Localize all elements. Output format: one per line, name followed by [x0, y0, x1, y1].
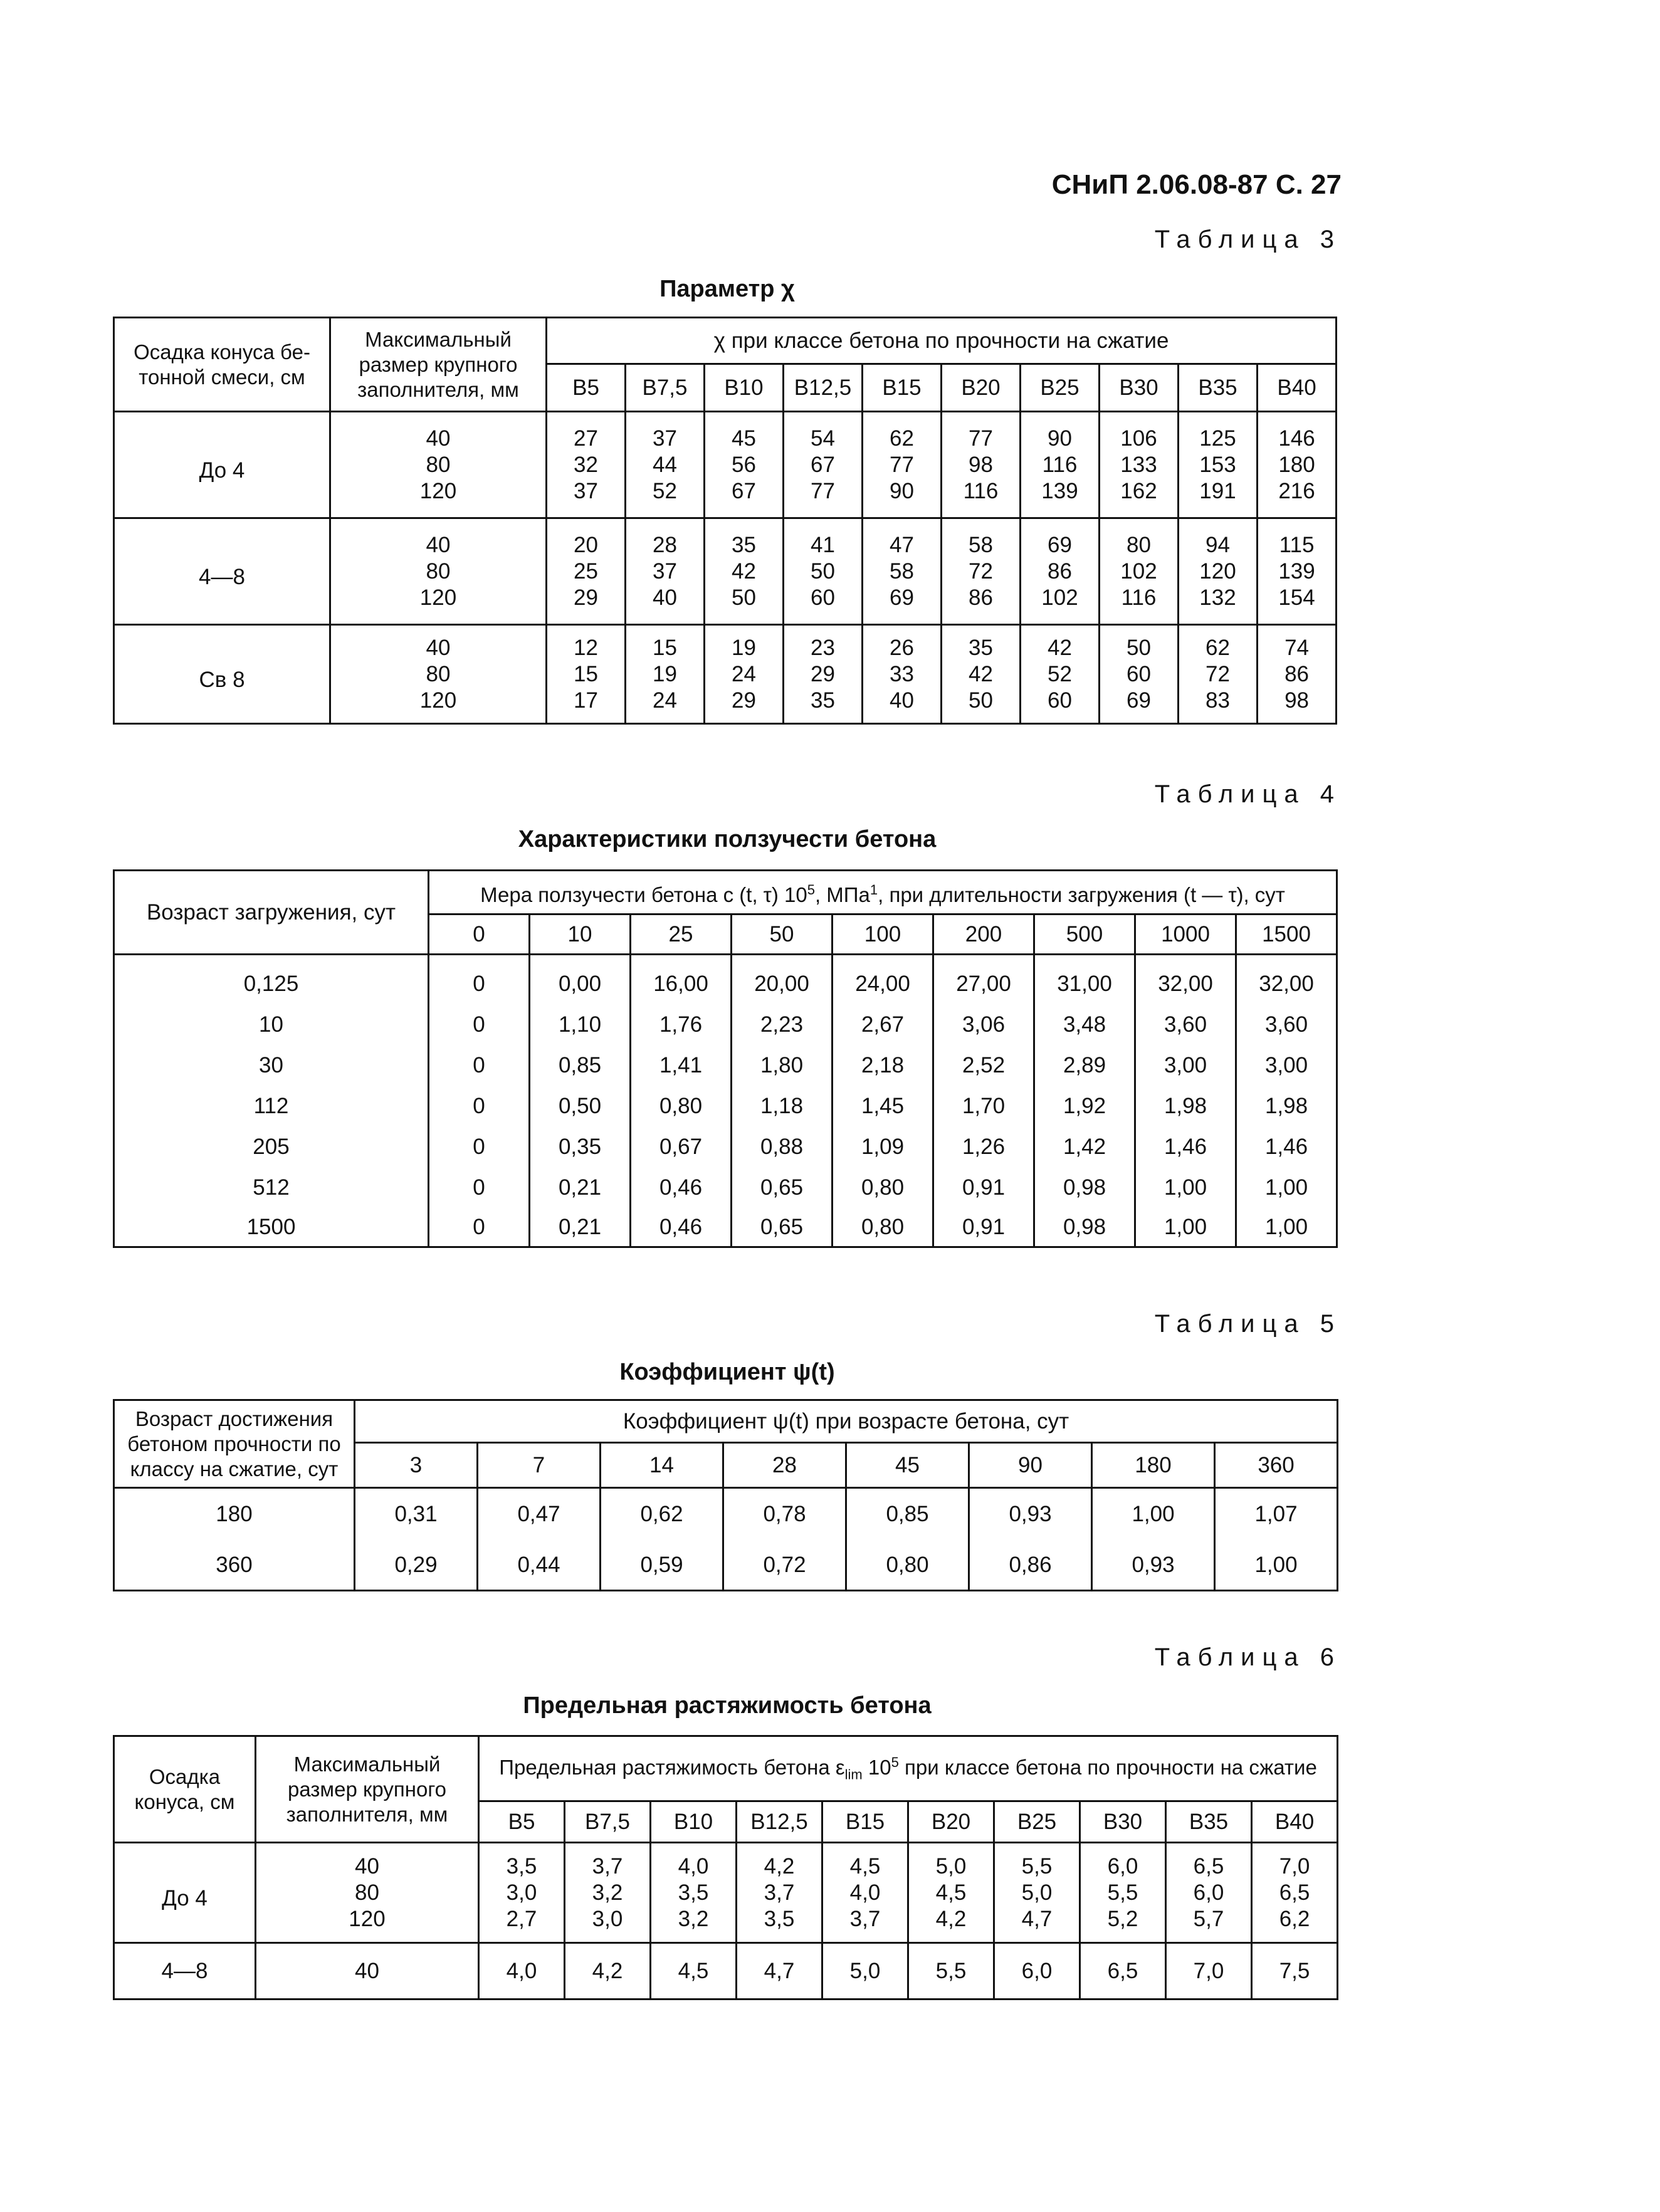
table5-cell: 0,44	[478, 1541, 601, 1591]
table4-age: 1500	[114, 1208, 429, 1247]
table3-col2-header: Максимальный размер крупного заполнителя, мм	[330, 318, 547, 412]
table4-duration: 50	[732, 915, 833, 955]
table4-duration: 10	[530, 915, 631, 955]
table6-sizes: 40	[256, 1943, 479, 2000]
table5-group-header: Коэффициент ψ(t) при возрасте бетона, сут	[355, 1400, 1338, 1443]
table3-sizes: 40 80 120	[330, 518, 547, 625]
table3-cell: 26 33 40	[863, 625, 942, 724]
table6-class: B7,5	[565, 1801, 651, 1843]
table4-title: Характеристики ползучести бетона	[518, 826, 937, 852]
table6-cell: 4,7	[737, 1943, 822, 2000]
table4-cell: 3,00	[1236, 1046, 1337, 1086]
table4-age: 30	[114, 1046, 429, 1086]
table6-class: B5	[479, 1801, 565, 1843]
table5-cell: 0,59	[601, 1541, 723, 1591]
table6-cell: 4,2	[565, 1943, 651, 2000]
table3-class: B30	[1100, 364, 1179, 412]
table5-age: 90	[969, 1443, 1092, 1488]
table4-cell: 0,88	[732, 1127, 833, 1168]
table4-cell: 0,98	[1034, 1168, 1135, 1208]
table4-cell: 0,91	[933, 1208, 1034, 1247]
table5-cell: 0,93	[969, 1488, 1092, 1541]
table3-cell: 28 37 40	[626, 518, 705, 625]
table6-col1-header: Осадка конуса, см	[114, 1736, 256, 1843]
table4-cell: 27,00	[933, 955, 1034, 1005]
table3-cell: 35 42 50	[705, 518, 784, 625]
table6-class: B30	[1080, 1801, 1166, 1843]
table4-cell: 0,00	[530, 955, 631, 1005]
table5-cell: 0,31	[355, 1488, 478, 1541]
table3-class: B10	[705, 364, 784, 412]
table4-cell: 1,00	[1135, 1168, 1236, 1208]
table5-cell: 1,00	[1215, 1541, 1338, 1591]
table4-cell: 1,92	[1034, 1086, 1135, 1127]
table4-group-header-sup2: 1	[869, 881, 878, 898]
table4-cell: 0	[429, 1127, 530, 1168]
table5-cell: 0,86	[969, 1541, 1092, 1591]
table6-cell: 4,5	[651, 1943, 737, 2000]
table6-cell: 6,5 6,0 5,7	[1166, 1843, 1252, 1943]
table3-sizes: 40 80 120	[330, 625, 547, 724]
table4-cell: 0,80	[833, 1208, 933, 1247]
table4-group-header-b: , МПа	[814, 883, 870, 906]
table-row	[114, 1168, 1337, 1208]
table3	[113, 317, 1337, 725]
table5-cell: 0,72	[723, 1541, 846, 1591]
table5-row-age: 360	[114, 1541, 355, 1591]
table3-slump: 4—8	[114, 518, 330, 625]
table6-cell: 3,5 3,0 2,7	[479, 1843, 565, 1943]
table5-cell: 0,62	[601, 1488, 723, 1541]
table-row	[114, 1127, 1337, 1168]
table4-age: 112	[114, 1086, 429, 1127]
table4-cell: 32,00	[1135, 955, 1236, 1005]
table6-slump: До 4	[114, 1843, 256, 1943]
table6-slump: 4—8	[114, 1943, 256, 2000]
table6-cell: 6,0 5,5 5,2	[1080, 1843, 1166, 1943]
table5-age: 14	[601, 1443, 723, 1488]
table4-group-header-sup1: 5	[807, 881, 815, 898]
table6-cell: 4,5 4,0 3,7	[822, 1843, 908, 1943]
table4-cell: 2,67	[833, 1005, 933, 1046]
table6-sizes: 40 80 120	[256, 1843, 479, 1943]
table4-cell: 0	[429, 1168, 530, 1208]
table4-age: 512	[114, 1168, 429, 1208]
table5-age: 7	[478, 1443, 601, 1488]
table-row	[114, 1843, 1338, 1943]
table3-cell: 47 58 69	[863, 518, 942, 625]
table4-duration: 1000	[1135, 915, 1236, 955]
table6-cell: 5,5	[908, 1943, 994, 2000]
table4-cell: 0,46	[631, 1168, 732, 1208]
table6-cell: 5,0	[822, 1943, 908, 2000]
table3-cell: 12 15 17	[547, 625, 626, 724]
table3-cell: 35 42 50	[942, 625, 1021, 724]
table4-cell: 32,00	[1236, 955, 1337, 1005]
table3-cell: 50 60 69	[1100, 625, 1179, 724]
table4-cell: 0,98	[1034, 1208, 1135, 1247]
table3-class: B5	[547, 364, 626, 412]
table3-cell: 37 44 52	[626, 412, 705, 518]
table4-cell: 1,18	[732, 1086, 833, 1127]
table4-duration: 500	[1034, 915, 1135, 955]
table4-cell: 0,50	[530, 1086, 631, 1127]
table4-cell: 1,00	[1135, 1208, 1236, 1247]
table3-cell: 80 102 116	[1100, 518, 1179, 625]
table3-cell: 27 32 37	[547, 412, 626, 518]
table4-duration: 25	[631, 915, 732, 955]
table4-cell: 0	[429, 955, 530, 1005]
table3-cell: 23 29 35	[784, 625, 863, 724]
table3-cell: 62 72 83	[1179, 625, 1258, 724]
table3-class: B25	[1021, 364, 1100, 412]
table4-cell: 0,80	[833, 1168, 933, 1208]
table3-class: B7,5	[626, 364, 705, 412]
table3-slump: До 4	[114, 412, 330, 518]
table3-sizes: 40 80 120	[330, 412, 547, 518]
table5	[113, 1399, 1338, 1591]
table6-cell: 6,0	[994, 1943, 1080, 2000]
table4-duration: 100	[833, 915, 933, 955]
table4-cell: 1,45	[833, 1086, 933, 1127]
table3-cell: 94 120 132	[1179, 518, 1258, 625]
table4-cell: 3,00	[1135, 1046, 1236, 1086]
table4-cell: 0,80	[631, 1086, 732, 1127]
table-row	[114, 412, 1337, 518]
table4-cell: 2,23	[732, 1005, 833, 1046]
table3-col1-header: Осадка конуса бе- тонной смеси, см	[114, 318, 330, 412]
table5-age: 360	[1215, 1443, 1338, 1488]
table6-group-header-b: 10	[862, 1755, 891, 1779]
table6-class: B12,5	[737, 1801, 822, 1843]
table6-group-header	[479, 1736, 1338, 1801]
table-row	[114, 1488, 1338, 1541]
table3-cell: 41 50 60	[784, 518, 863, 625]
table4-cell: 31,00	[1034, 955, 1135, 1005]
table5-col1-header: Возраст достижения бетоном прочности по классу на сжатие, сут	[114, 1400, 355, 1488]
table4-group-header-c: , при длительности загружения (t — τ), сут	[878, 883, 1285, 906]
table4-cell: 1,41	[631, 1046, 732, 1086]
table4-cell: 3,60	[1135, 1005, 1236, 1046]
table3-cell: 15 19 24	[626, 625, 705, 724]
table3-cell: 146 180 216	[1258, 412, 1337, 518]
table3-class: B12,5	[784, 364, 863, 412]
table3-cell: 125 153 191	[1179, 412, 1258, 518]
table4-cell: 0	[429, 1046, 530, 1086]
table3-group-header: χ при классе бетона по прочности на сжатие	[547, 318, 1337, 364]
table3-class: B20	[942, 364, 1021, 412]
table4-cell: 1,46	[1236, 1127, 1337, 1168]
table-row	[114, 1943, 1338, 2000]
table5-age: 180	[1092, 1443, 1215, 1488]
table4-age: 205	[114, 1127, 429, 1168]
table3-label: Таблица 3	[1154, 226, 1342, 253]
table4-duration: 1500	[1236, 915, 1337, 955]
table4-col1-header: Возраст загружения, сут	[114, 871, 429, 955]
table4-cell: 0,35	[530, 1127, 631, 1168]
table4-group-header-a: Мера ползучести бетона c (t, τ) 10	[480, 883, 807, 906]
table3-class: B15	[863, 364, 942, 412]
table4-cell: 2,89	[1034, 1046, 1135, 1086]
table4-cell: 0,21	[530, 1208, 631, 1247]
table3-title: Параметр χ	[659, 276, 795, 302]
table5-cell: 0,47	[478, 1488, 601, 1541]
table6	[113, 1735, 1338, 2000]
table6-group-header-sup: 5	[891, 1754, 899, 1770]
table4-group-header	[429, 871, 1337, 915]
table3-class: B35	[1179, 364, 1258, 412]
table-row	[114, 1086, 1337, 1127]
table5-age: 3	[355, 1443, 478, 1488]
table4-cell: 0	[429, 1086, 530, 1127]
table6-group-header-sub: lim	[844, 1766, 863, 1783]
table-row	[114, 1046, 1337, 1086]
table4-cell: 3,06	[933, 1005, 1034, 1046]
table6-cell: 7,5	[1252, 1943, 1338, 2000]
table4-cell: 1,98	[1135, 1086, 1236, 1127]
table5-age: 28	[723, 1443, 846, 1488]
table6-cell: 6,5	[1080, 1943, 1166, 2000]
table4-cell: 1,00	[1236, 1168, 1337, 1208]
table6-class: B40	[1252, 1801, 1338, 1843]
table3-cell: 54 67 77	[784, 412, 863, 518]
table6-class: B20	[908, 1801, 994, 1843]
table-row	[114, 1541, 1338, 1591]
page-header: СНиП 2.06.08-87 С. 27	[1051, 169, 1342, 200]
table4-cell: 1,10	[530, 1005, 631, 1046]
table6-class: B15	[822, 1801, 908, 1843]
table3-cell: 20 25 29	[547, 518, 626, 625]
table-row	[114, 1208, 1337, 1247]
table4-age: 10	[114, 1005, 429, 1046]
table6-cell: 5,0 4,5 4,2	[908, 1843, 994, 1943]
table4	[113, 869, 1338, 1248]
table4-cell: 16,00	[631, 955, 732, 1005]
table5-cell: 0,80	[846, 1541, 969, 1591]
table4-cell: 2,52	[933, 1046, 1034, 1086]
table5-cell: 0,78	[723, 1488, 846, 1541]
table5-cell: 1,00	[1092, 1488, 1215, 1541]
table4-cell: 1,09	[833, 1127, 933, 1168]
table4-cell: 3,48	[1034, 1005, 1135, 1046]
table4-cell: 1,98	[1236, 1086, 1337, 1127]
table6-group-header-a: Предельная растяжимость бетона ε	[499, 1755, 845, 1779]
table4-cell: 0	[429, 1005, 530, 1046]
table4-cell: 1,76	[631, 1005, 732, 1046]
table3-cell: 58 72 86	[942, 518, 1021, 625]
table4-cell: 1,80	[732, 1046, 833, 1086]
table5-label: Таблица 5	[1154, 1310, 1342, 1338]
table6-class: B10	[651, 1801, 737, 1843]
table4-cell: 2,18	[833, 1046, 933, 1086]
table-row	[114, 1005, 1337, 1046]
table6-class: B35	[1166, 1801, 1252, 1843]
table5-row-age: 180	[114, 1488, 355, 1541]
table3-class: B40	[1258, 364, 1337, 412]
table4-label: Таблица 4	[1154, 780, 1342, 808]
table4-cell: 1,00	[1236, 1208, 1337, 1247]
table4-cell: 3,60	[1236, 1005, 1337, 1046]
table4-cell: 1,26	[933, 1127, 1034, 1168]
table6-cell: 7,0	[1166, 1943, 1252, 2000]
table4-cell: 0,67	[631, 1127, 732, 1168]
table6-cell: 4,2 3,7 3,5	[737, 1843, 822, 1943]
table3-cell: 19 24 29	[705, 625, 784, 724]
table4-cell: 0,46	[631, 1208, 732, 1247]
table6-cell: 4,0 3,5 3,2	[651, 1843, 737, 1943]
table5-age: 45	[846, 1443, 969, 1488]
table3-cell: 74 86 98	[1258, 625, 1337, 724]
table5-cell: 0,85	[846, 1488, 969, 1541]
table3-cell: 69 86 102	[1021, 518, 1100, 625]
table3-cell: 90 116 139	[1021, 412, 1100, 518]
table6-cell: 4,0	[479, 1943, 565, 2000]
table6-class: B25	[994, 1801, 1080, 1843]
table3-cell: 77 98 116	[942, 412, 1021, 518]
table4-cell: 1,42	[1034, 1127, 1135, 1168]
table4-cell: 0,65	[732, 1208, 833, 1247]
table-row	[114, 625, 1337, 724]
table4-duration: 0	[429, 915, 530, 955]
table-row	[114, 518, 1337, 625]
table6-title: Предельная растяжимость бетона	[523, 1692, 932, 1719]
table4-cell: 0,21	[530, 1168, 631, 1208]
table5-title: Коэффициент ψ(t)	[619, 1359, 835, 1385]
table4-duration: 200	[933, 915, 1034, 955]
table4-cell: 0	[429, 1208, 530, 1247]
table4-cell: 0,91	[933, 1168, 1034, 1208]
table4-cell: 0,85	[530, 1046, 631, 1086]
table6-col2-header: Максимальный размер крупного заполнителя, мм	[256, 1736, 479, 1843]
table3-cell: 115 139 154	[1258, 518, 1337, 625]
table4-age: 0,125	[114, 955, 429, 1005]
table-row	[114, 955, 1337, 1005]
table5-cell: 0,93	[1092, 1541, 1215, 1591]
table3-cell: 42 52 60	[1021, 625, 1100, 724]
table6-cell: 5,5 5,0 4,7	[994, 1843, 1080, 1943]
table4-cell: 24,00	[833, 955, 933, 1005]
table4-cell: 0,65	[732, 1168, 833, 1208]
table6-group-header-c: при классе бетона по прочности на сжатие	[898, 1755, 1317, 1779]
table5-cell: 0,29	[355, 1541, 478, 1591]
table4-cell: 1,70	[933, 1086, 1034, 1127]
table3-cell: 106 133 162	[1100, 412, 1179, 518]
table5-cell: 1,07	[1215, 1488, 1338, 1541]
table6-cell: 3,7 3,2 3,0	[565, 1843, 651, 1943]
table3-slump: Св 8	[114, 625, 330, 724]
table6-cell: 7,0 6,5 6,2	[1252, 1843, 1338, 1943]
table4-cell: 1,46	[1135, 1127, 1236, 1168]
table3-cell: 62 77 90	[863, 412, 942, 518]
table6-label: Таблица 6	[1154, 1643, 1342, 1671]
table3-cell: 45 56 67	[705, 412, 784, 518]
table4-cell: 20,00	[732, 955, 833, 1005]
